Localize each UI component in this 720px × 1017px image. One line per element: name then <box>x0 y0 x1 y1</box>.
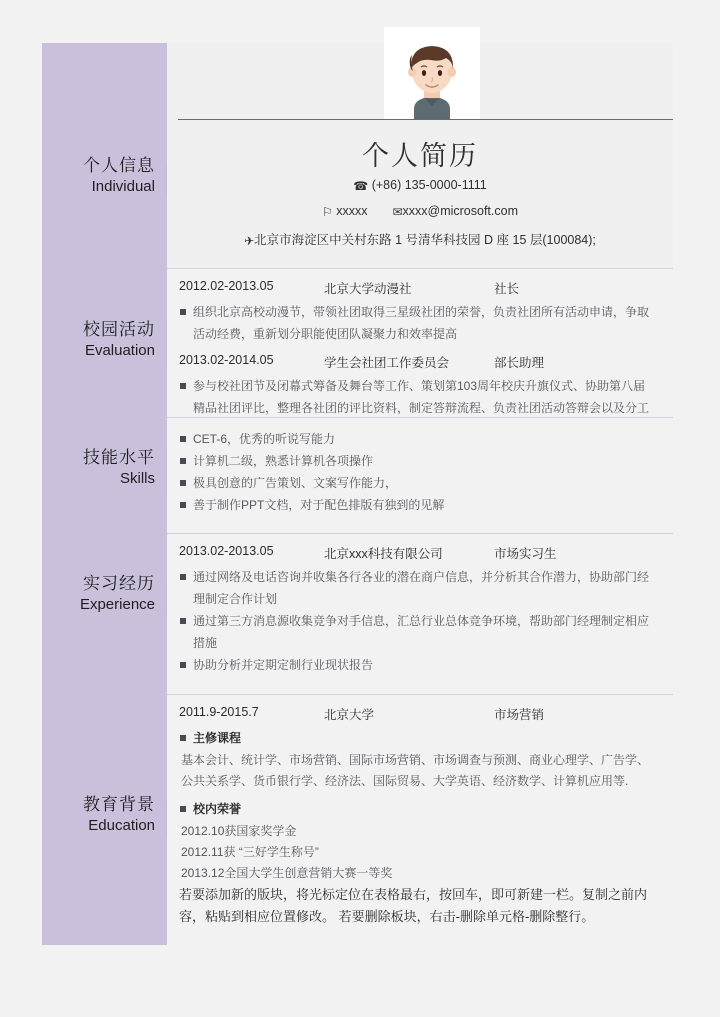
qq-flag-icon: ⚐ <box>321 205 333 219</box>
header-divider <box>178 119 673 120</box>
sidebar-item-experience[interactable] <box>42 573 167 615</box>
entry-header <box>179 353 661 373</box>
sidebar-item-label-en: Experience <box>79 596 155 613</box>
entry-bullet-cont: 精品社团评比，整理各社团的评比资料，制定答辩流程、负责社团活动答辩会以及分工 <box>193 401 650 415</box>
entry-date: 2012.02-2013.05 <box>179 279 274 293</box>
honor-item: 2013.12全国大学生创意营销大赛一等奖 <box>181 866 393 880</box>
skill-item: CET-6，优秀的听说写能力 <box>179 429 661 450</box>
contact-phone-line <box>167 178 673 193</box>
sidebar-item-label-zh: 实习经历 <box>83 574 155 594</box>
sidebar-item-label-zh: 技能水平 <box>83 448 155 468</box>
entry-role: 市场实习生 <box>494 547 557 561</box>
entry-role: 部长助理 <box>494 356 545 370</box>
entry-bullet: 通过网络及电话咨询并收集各行各业的潜在商户信息，并分析其合作潜力，协助部门经 <box>179 567 661 588</box>
avatar <box>384 27 480 119</box>
honor-item: 2012.11获 “三好学生称号” <box>181 845 319 859</box>
sidebar-item-evaluation[interactable] <box>42 319 167 361</box>
entry-header <box>179 544 661 564</box>
skill-item: 善于制作PPT文档，对于配色排版有独到的见解 <box>179 495 661 516</box>
courses-line: 公共关系学、货币银行学、经济法、国际贸易、大学英语、经济数学、计算机应用等. <box>181 774 629 788</box>
contact-qq-value: xxxxx <box>336 204 368 218</box>
sidebar-item-label-en: Evaluation <box>84 342 155 359</box>
entry-date: 2013.02-2014.05 <box>179 353 274 367</box>
entry-org: 北京xxx科技有限公司 <box>324 547 443 561</box>
skill-item: 计算机二级，熟悉计算机各项操作 <box>179 451 661 472</box>
envelope-icon: ✉ <box>392 205 403 219</box>
section-internship <box>167 533 673 694</box>
entry-header <box>179 279 661 299</box>
section-education <box>167 694 673 945</box>
section-skills <box>167 417 673 533</box>
contact-address-line <box>167 230 673 248</box>
entry-role: 市场营销 <box>494 708 545 722</box>
page-title: 个人简历 <box>362 141 478 172</box>
entry-role: 社长 <box>494 282 520 296</box>
entry-bullet: 参与校社团节及闭幕式筹备及舞台等工作、策划第103周年校庆升旗仪式、协助第八届 <box>179 376 661 397</box>
entry-bullet-cont: 活动经费，重新划分职能使团队凝聚力和效率提高 <box>193 327 458 341</box>
template-note-line: 若要添加新的版块，将光标定位在表格最右，按回车，即可新建一栏。复制之前内 <box>179 887 648 902</box>
section-campus-activities <box>167 268 673 417</box>
sidebar-item-label-en: Skills <box>119 470 155 487</box>
entry-bullet: 协助分析并定期定制行业现状报告 <box>179 655 661 676</box>
courses-heading: 主修课程 <box>179 728 661 749</box>
sidebar <box>42 43 167 945</box>
honor-item: 2012.10获国家奖学金 <box>181 824 297 838</box>
entry-org: 学生会社团工作委员会 <box>324 356 450 370</box>
entry-bullet: 组织北京高校动漫节，带领社团取得三星级社团的荣誉，负责社团所有活动申请，争取 <box>179 302 661 323</box>
skill-item: 极具创意的广告策划、文案写作能力， <box>179 473 661 494</box>
contact-qq-email-line <box>167 204 673 219</box>
entry-header <box>179 705 661 725</box>
sidebar-item-label-zh: 个人信息 <box>83 156 155 176</box>
sidebar-item-label-en: Individual <box>91 178 155 195</box>
sidebar-item-education[interactable] <box>42 794 167 836</box>
entry-bullet-cont: 理制定合作计划 <box>193 592 278 606</box>
entry-bullet-cont: 措施 <box>193 636 218 650</box>
sidebar-item-skills[interactable] <box>42 447 167 489</box>
entry-date: 2011.9-2015.7 <box>179 705 259 719</box>
sidebar-item-label-en: Education <box>88 817 155 834</box>
sidebar-item-label-zh: 校园活动 <box>83 320 155 340</box>
person-avatar-illustration-icon <box>384 27 480 119</box>
content-column <box>167 43 673 945</box>
sidebar-item-individual[interactable] <box>42 155 167 197</box>
entry-date: 2013.02-2013.05 <box>179 544 274 558</box>
contact-address-value: 北京市海淀区中关村东路 1 号清华科技园 D 座 15 层(100084); <box>254 233 596 247</box>
airplane-icon: ✈ <box>244 234 255 248</box>
entry-bullet: 通过第三方消息源收集竞争对手信息，汇总行业总体竞争环境，帮助部门经理制定相应 <box>179 611 661 632</box>
telephone-icon: ☎ <box>353 179 369 193</box>
sidebar-item-label-zh: 教育背景 <box>83 795 155 815</box>
honors-heading: 校内荣誉 <box>179 799 661 820</box>
template-note-line: 容，粘贴到相应位置修改。 若要删除板块，右击-删除单元格-删除整行。 <box>179 909 595 924</box>
entry-org: 北京大学 <box>324 708 375 722</box>
contact-email-value: xxxx@microsoft.com <box>402 204 518 218</box>
entry-org: 北京大学动漫社 <box>324 282 412 296</box>
courses-line: 基本会计、统计学、市场营销、国际市场营销、市场调查与预测、商业心理学、广告学、 <box>181 753 650 767</box>
contact-phone-value: (+86) 135-0000-1111 <box>371 178 487 192</box>
